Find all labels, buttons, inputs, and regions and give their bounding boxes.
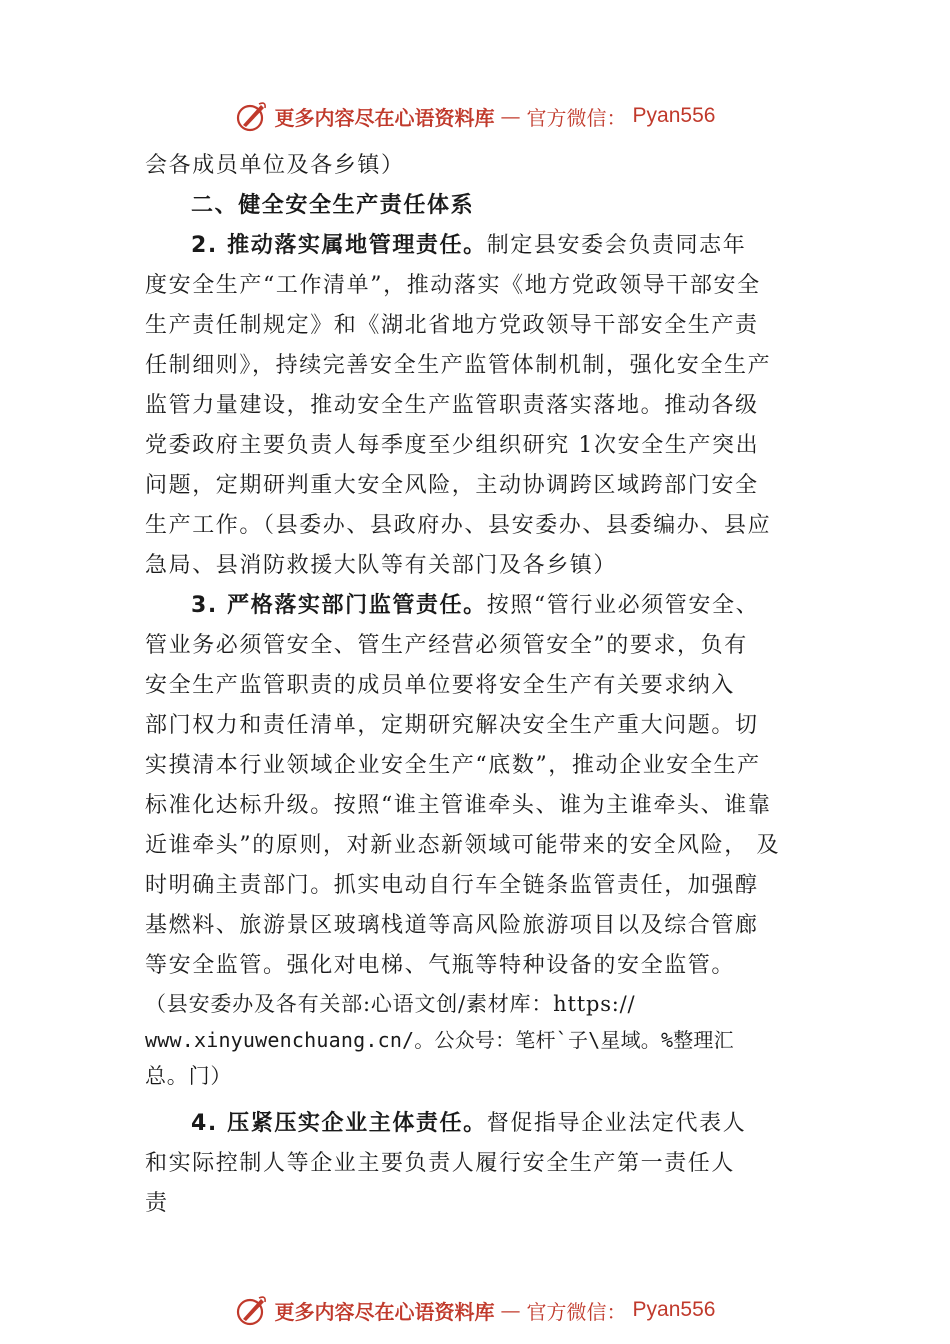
paragraph-4-lead: 4. 压紧压实企业主体责任。 (191, 1111, 487, 1136)
paragraph-4-first-rest: 督促指导企业法定代表人 (486, 1111, 747, 1136)
section-heading: 二、健全安全生产责任体系 (191, 193, 475, 218)
text-line: 问题，定期研判重大安全风险，主动协调跨区域跨部门安全 (145, 473, 759, 498)
paragraph-2-lead: 2. 推动落实属地管理责任。 (191, 233, 487, 258)
text-line: 党委政府主要负责人每季度至少组织研究 1次安全生产突出 (145, 433, 760, 458)
paragraph-2-first-line (145, 226, 813, 266)
text-line: 实摸清本行业领域企业安全生产“底数”，推动企业安全生产 (145, 753, 761, 778)
text-line: 急局、县消防救援大队等有关部门及各乡镇） (145, 553, 618, 578)
watermark-label: 官方微信： (526, 1299, 627, 1324)
footer-watermark (0, 1290, 950, 1330)
watermark-wechat-id: Pyan556 (632, 1298, 716, 1321)
watermark-site-text: 更多内容尽在心语资料库 (274, 1299, 495, 1324)
paragraph-3-lead: 3. 严格落实部门监管责任。 (191, 593, 487, 618)
source-note-line: www.xinyuwenchuang.cn/。公众号：笔杆`子\星域。%整理汇 (145, 1028, 734, 1052)
text-line: 度安全生产“工作清单”，推动落实《地方党政领导干部安全 (145, 273, 761, 298)
text-line: 基燃料、旅游景区玻璃栈道等高风险旅游项目以及综合管廊 (145, 913, 759, 938)
source-note-line: （县安委办及各有关部:心语文创/素材库：https:// (145, 992, 636, 1016)
paragraph-2-first-rest: 制定县安委会负责同志年 (486, 233, 747, 258)
text-line: 等安全监管。强化对电梯、气瓶等特种设备的安全监管。 (145, 953, 736, 978)
text-line: 生产责任制规定》和《湖北省地方党政领导干部安全生产责 (145, 313, 759, 338)
quill-pen-logo-icon (235, 99, 269, 133)
watermark-dash: — (500, 1298, 521, 1322)
text-line: 安全生产监管职责的成员单位要将安全生产有关要求纳入 (145, 673, 736, 698)
text-line: 时明确主责部门。抓实电动自行车全链条监管责任，加强醇 (145, 873, 759, 898)
quill-pen-logo-icon (235, 1293, 269, 1327)
source-note-line: 总。门） (145, 1064, 233, 1088)
paragraph-3-first-line (145, 586, 813, 626)
text-line: 近谁牵头”的原则，对新业态新领域可能带来的安全风险， 及 (145, 833, 781, 858)
document-body (145, 146, 813, 1224)
header-watermark (0, 96, 950, 136)
text-line: 任制细则》，持续完善安全生产监管体制机制，强化安全生产 (145, 353, 772, 378)
paragraph-4-first-line (145, 1104, 813, 1144)
text-line: 管业务必须管安全、管生产经营必须管安全”的要求，负有 (145, 633, 748, 658)
text-line: 责 (145, 1191, 169, 1216)
text-line: 生产工作。（县委办、县政府办、县安委办、县委编办、县应 (145, 513, 772, 538)
text-line: 和实际控制人等企业主要负责人履行安全生产第一责任人 (145, 1151, 736, 1176)
text-line: 部门权力和责任清单，定期研究解决安全生产重大问题。切 (145, 713, 759, 738)
watermark-dash: — (500, 104, 521, 128)
text-line: 监管力量建设，推动安全生产监管职责落实落地。推动各级 (145, 393, 759, 418)
text-line: 会各成员单位及各乡镇） (145, 153, 405, 178)
watermark-wechat-id: Pyan556 (632, 104, 716, 127)
watermark-label: 官方微信： (526, 105, 627, 130)
text-line: 标准化达标升级。按照“谁主管谁牵头、谁为主谁牵头、谁靠 (145, 793, 772, 818)
watermark-site-text: 更多内容尽在心语资料库 (274, 105, 495, 130)
paragraph-3-first-rest: 按照“管行业必须管安全、 (486, 593, 760, 618)
